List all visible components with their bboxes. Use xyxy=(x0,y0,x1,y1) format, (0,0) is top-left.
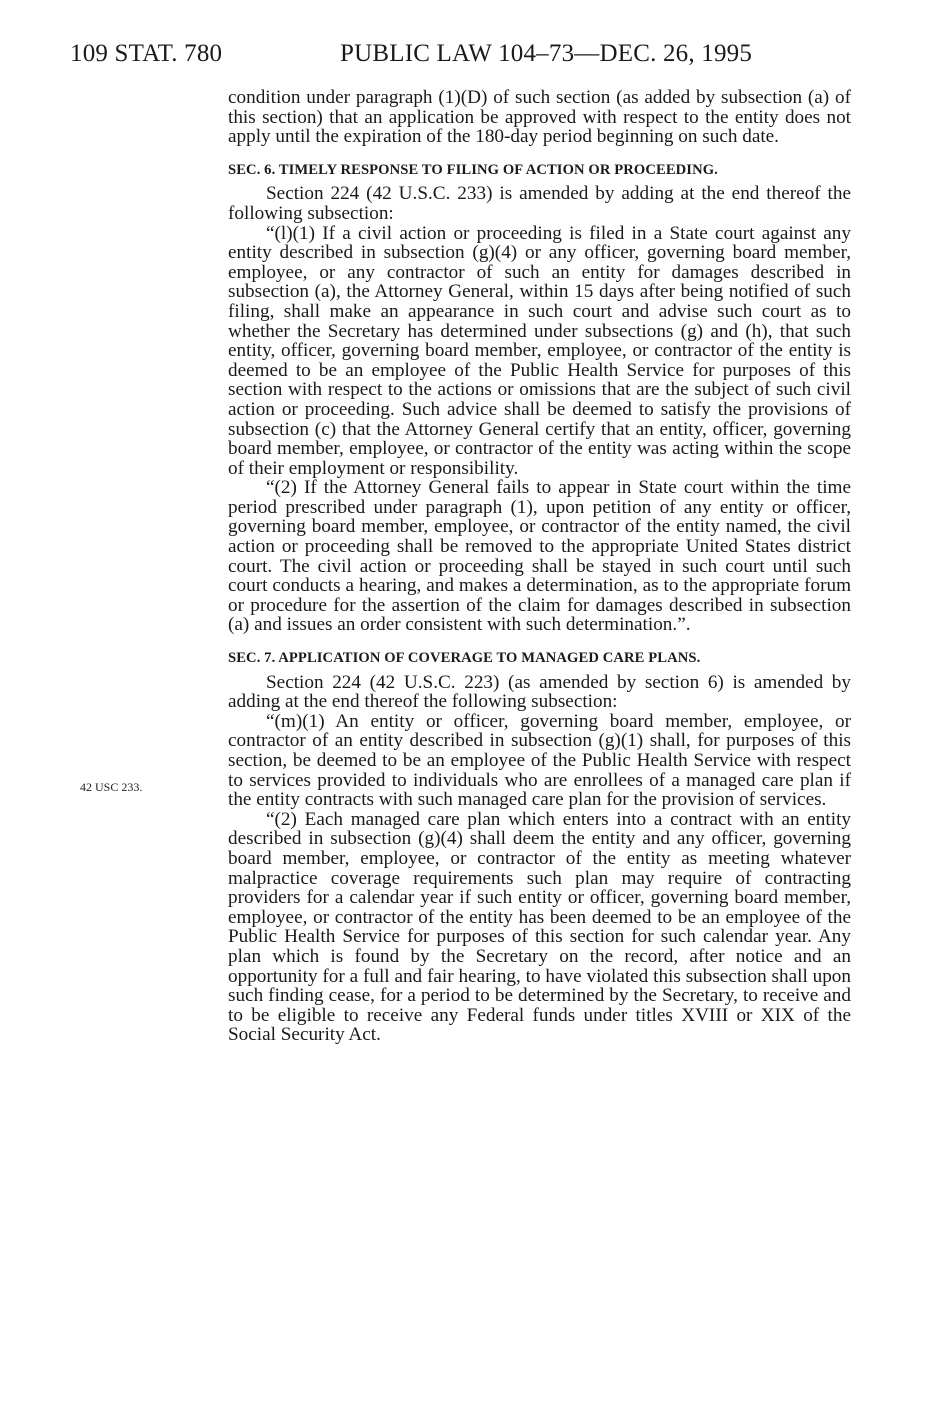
section-6-paragraph-2: “(l)(1) If a civil action or proceeding is filed in a State court against any entity described in subsection (g)(4) or any officer, governing board member, employee, or any contractor of such an entity for damages described in subsection (a), the Attorney General, within 15 days after being notified of such filing, shall make an appearance in such court and advise such court as to whether the Secretary has determined under subsections (g) and (h), that such entity, officer, governing board member, employee, or contractor of the entity is deemed to be an employee of the Public Health Service for purposes of this section with respect to the actions or omissions that are the subject of such civil action or proceeding. Such advice shall be deemed to satisfy the provisions of subsection (c) that the Attorney General certify that an entity, officer, governing board member, employee, or contractor of the entity was acting within the scope of their employment or responsibility. xyxy=(228,222,851,479)
page-header xyxy=(70,40,770,80)
section-7-paragraph-2: “(m)(1) An entity or officer, governing board member, employee, or contractor of an entity described in subsection (g)(1) shall, for purposes of this section, be deemed to be an employee of the Public Health Service with respect to services provided to individuals who are enrollees of a managed care plan if the entity contracts with such managed care plan for the provision of services. xyxy=(228,710,851,811)
section-6-heading: SEC. 6. TIMELY RESPONSE TO FILING OF ACTION OR PROCEEDING. xyxy=(228,161,718,178)
document-body xyxy=(228,88,851,1045)
section-7-heading: SEC. 7. APPLICATION OF COVERAGE TO MANAGED CARE PLANS. xyxy=(228,650,701,667)
section-7-paragraph-3: “(2) Each managed care plan which enters into a contract with an entity described in subsection (g)(4) shall deem the entity and any officer, governing board member, employee, or contractor of the entity as meeting whatever malpractice coverage requirements such plan may require of contracting providers for a calendar year if such entity or officer, governing board member, employee, or contractor of the entity has been deemed to be an employee of the Public Health Service for purposes of this section for such calendar year. Any plan which is found by the Secretary on the record, after notice and an opportunity for a full and fair hearing, to have violated this subsection shall upon such finding cease, for a period to be determined by the Secretary, to receive and to be eligible to receive any Federal funds under titles XVIII or XIX of the Social Security Act. xyxy=(228,808,851,1046)
continuation-paragraph: condition under paragraph (1)(D) of such section (as added by subsection (a) of this section) that an application be approved with respect to the entity does not apply until the expiration of the 180-day period beginning on such date. xyxy=(228,87,851,148)
section-6-paragraph-1: Section 224 (42 U.S.C. 233) is amended by adding at the end thereof the following subsection: xyxy=(228,183,851,224)
section-6-paragraph-3: “(2) If the Attorney General fails to appear in State court within the time period prescribed under paragraph (1), upon petition of any entity or officer, governing board member, employee, or contractor of the entity named, the civil action or proceeding shall be removed to the appropriate United States district court. The civil action or proceeding shall be stayed in such court until such court conducts a hearing, and makes a determination, as to the appropriate forum or procedure for the assertion of the claim for damages described in subsection (a) and issues an order consistent with such determination.”. xyxy=(228,477,851,636)
margin-citation-note: 42 USC 233. xyxy=(80,780,143,794)
page-stat-number: 109 STAT. 780 xyxy=(70,40,223,67)
public-law-title: PUBLIC LAW 104–73—DEC. 26, 1995 xyxy=(340,40,753,67)
section-7-paragraph-1: Section 224 (42 U.S.C. 223) (as amended by section 6) is amended by adding at the end thereof the following subsection: xyxy=(228,671,851,713)
